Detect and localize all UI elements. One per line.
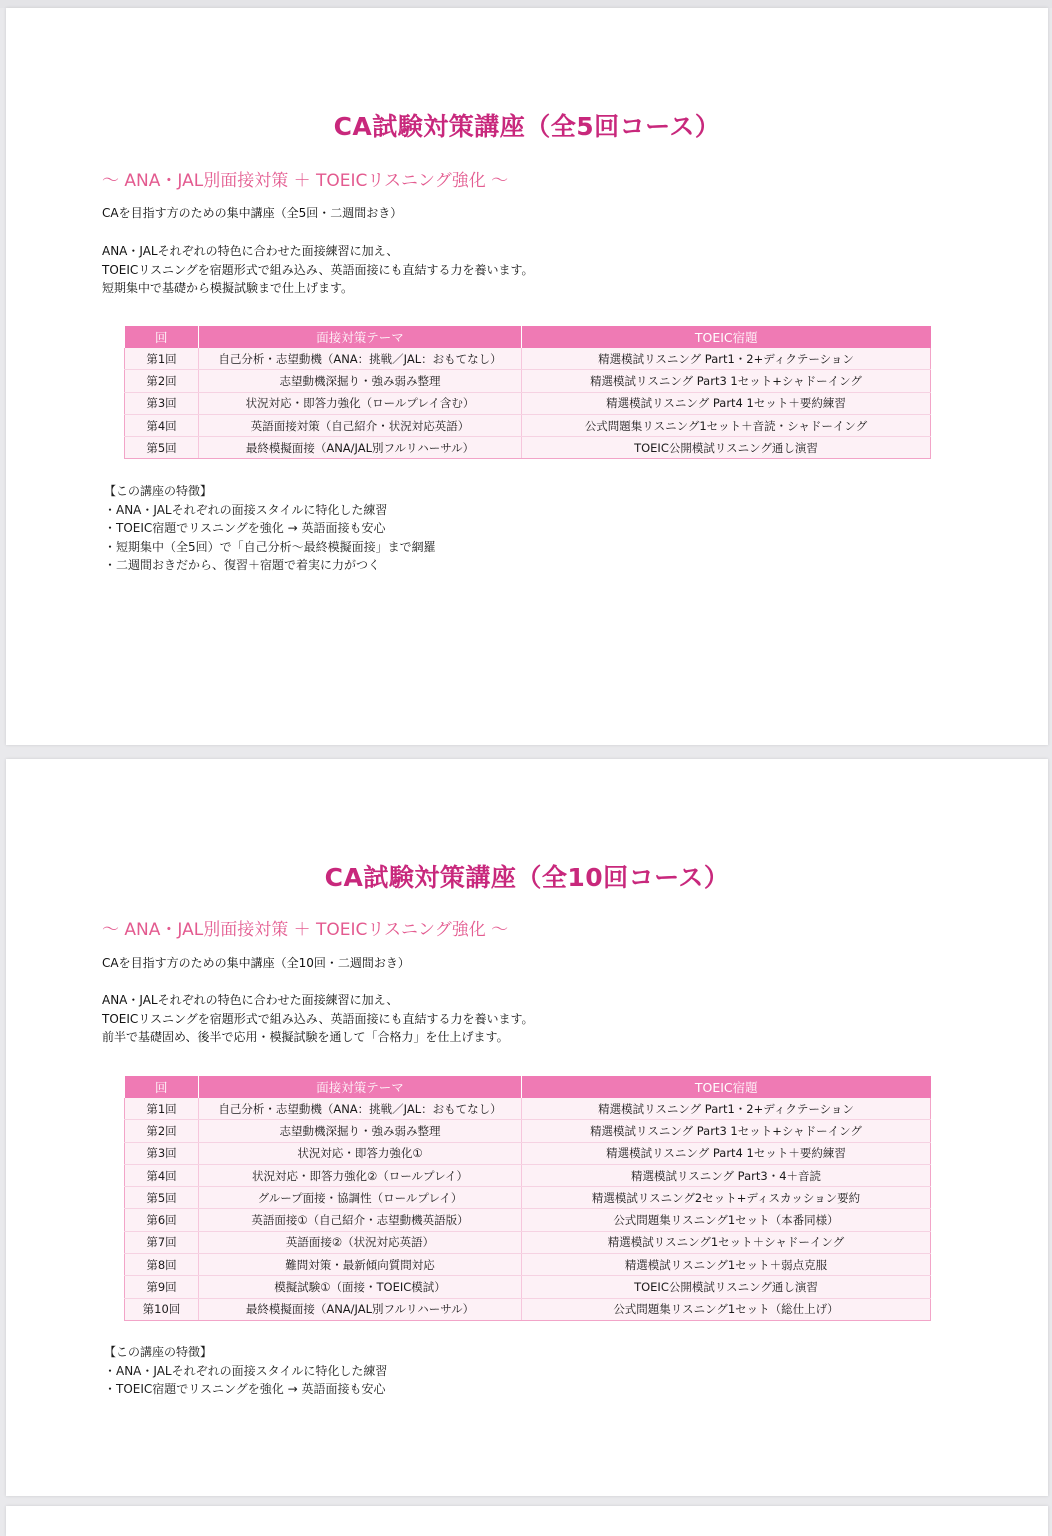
course-description xyxy=(102,991,534,1047)
round-cell: 第5回 xyxy=(125,437,199,459)
header-interview-theme: 面接対策テーマ xyxy=(199,1076,522,1098)
course-features xyxy=(104,482,436,575)
feature-item: ・TOEIC宿題でリスニングを強化 → 英語面接も安心 xyxy=(104,1382,386,1396)
page-subtitle: ～ ANA・JAL別面接対策 ＋ TOEICリスニング強化 ～ xyxy=(102,920,509,940)
intro-line: CAを目指す方のための集中講座（全10回・二週間おき） xyxy=(102,956,410,970)
theme-cell: 状況対応・即答力強化（ロールプレイ含む） xyxy=(199,392,522,414)
round-cell: 第2回 xyxy=(125,1120,199,1142)
header-toeic-homework: TOEIC宿題 xyxy=(522,326,931,348)
homework-cell: TOEIC公開模試リスニング通し演習 xyxy=(522,437,931,459)
description-line: ANA・JALそれぞれの特色に合わせた面接練習に加え、 xyxy=(102,244,399,258)
homework-cell: 精選模試リスニング1セット＋弱点克服 xyxy=(522,1254,931,1276)
header-round: 回 xyxy=(125,1076,199,1098)
page-title: CA試験対策講座（全10回コース） xyxy=(324,863,730,892)
table-header-row xyxy=(125,326,931,348)
feature-item: ・ANA・JALそれぞれの面接スタイルに特化した練習 xyxy=(104,502,388,517)
features-list xyxy=(104,1362,387,1399)
table-row xyxy=(125,370,931,392)
round-cell: 第10回 xyxy=(125,1298,199,1320)
intro-line: CAを目指す方のための集中講座（全5回・二週間おき） xyxy=(102,206,403,220)
page-subtitle: ～ ANA・JAL別面接対策 ＋ TOEICリスニング強化 ～ xyxy=(102,171,509,191)
theme-cell: 状況対応・即答力強化②（ロールプレイ） xyxy=(199,1164,522,1186)
round-cell: 第8回 xyxy=(125,1254,199,1276)
theme-cell: 英語面接対策（自己紹介・状況対応英語） xyxy=(199,414,522,436)
page-title: CA試験対策講座（全5回コース） xyxy=(333,112,721,141)
document-page-1 xyxy=(6,8,1048,745)
schedule-table xyxy=(124,326,931,459)
table-row xyxy=(125,1187,931,1209)
theme-cell: 最終模擬面接（ANA/JAL別フルリハーサル） xyxy=(199,1298,522,1320)
round-cell: 第2回 xyxy=(125,370,199,392)
table-row xyxy=(125,1142,931,1164)
homework-cell: 精選模試リスニング Part1・2+ディクテーション xyxy=(522,1098,931,1120)
header-toeic-homework: TOEIC宿題 xyxy=(522,1076,931,1098)
theme-cell: 志望動機深掘り・強み弱み整理 xyxy=(199,370,522,392)
table-row xyxy=(125,392,931,414)
round-cell: 第9回 xyxy=(125,1276,199,1298)
table-row xyxy=(125,1209,931,1231)
homework-cell: 精選模試リスニング Part4 1セット＋要約練習 xyxy=(522,1142,931,1164)
homework-cell: 精選模試リスニング Part3・4＋音読 xyxy=(522,1164,931,1186)
table-header-row xyxy=(125,1076,931,1098)
homework-cell: 精選模試リスニング Part1・2+ディクテーション xyxy=(522,348,931,370)
homework-cell: 公式問題集リスニング1セット（本番同様） xyxy=(522,1209,931,1231)
homework-cell: 精選模試リスニング Part3 1セット+シャドーイング xyxy=(522,1120,931,1142)
features-list xyxy=(104,501,436,575)
description-line: 前半で基礎固め、後半で応用・模擬試験を通して「合格力」を仕上げます。 xyxy=(102,1030,509,1044)
round-cell: 第3回 xyxy=(125,1142,199,1164)
header-round: 回 xyxy=(125,326,199,348)
document-page-2 xyxy=(6,759,1048,1496)
table-row xyxy=(125,1254,931,1276)
homework-cell: 精選模試リスニング1セット＋シャドーイング xyxy=(522,1231,931,1253)
viewer-top-strip xyxy=(0,0,1052,8)
features-heading: 【この講座の特徴】 xyxy=(104,484,213,498)
theme-cell: 英語面接②（状況対応英語） xyxy=(199,1231,522,1253)
table-row xyxy=(125,1276,931,1298)
table-row xyxy=(125,1120,931,1142)
theme-cell: 自己分析・志望動機（ANA：挑戦／JAL：おもてなし） xyxy=(199,348,522,370)
theme-cell: 模擬試験①（面接・TOEIC模試） xyxy=(199,1276,522,1298)
round-cell: 第5回 xyxy=(125,1187,199,1209)
round-cell: 第4回 xyxy=(125,414,199,436)
theme-cell: 難問対策・最新傾向質問対応 xyxy=(199,1254,522,1276)
table-row xyxy=(125,1231,931,1253)
table-row xyxy=(125,348,931,370)
course-features xyxy=(104,1343,387,1399)
table-row xyxy=(125,1298,931,1320)
theme-cell: 自己分析・志望動機（ANA：挑戦／JAL：おもてなし） xyxy=(199,1098,522,1120)
table-row xyxy=(125,414,931,436)
round-cell: 第3回 xyxy=(125,392,199,414)
round-cell: 第4回 xyxy=(125,1164,199,1186)
homework-cell: 公式問題集リスニング1セット（総仕上げ） xyxy=(522,1298,931,1320)
theme-cell: 最終模擬面接（ANA/JAL別フルリハーサル） xyxy=(199,437,522,459)
schedule-table xyxy=(124,1076,931,1321)
round-cell: 第1回 xyxy=(125,348,199,370)
theme-cell: 志望動機深掘り・強み弱み整理 xyxy=(199,1120,522,1142)
feature-item: ・ANA・JALそれぞれの面接スタイルに特化した練習 xyxy=(104,1363,388,1378)
table-row xyxy=(125,1098,931,1120)
theme-cell: グループ面接・協調性（ロールプレイ） xyxy=(199,1187,522,1209)
document-page-3 xyxy=(6,1506,1048,1536)
homework-cell: 精選模試リスニング Part4 1セット＋要約練習 xyxy=(522,392,931,414)
homework-cell: 公式問題集リスニング1セット＋音読・シャドーイング xyxy=(522,414,931,436)
theme-cell: 状況対応・即答力強化① xyxy=(199,1142,522,1164)
feature-item: ・TOEIC宿題でリスニングを強化 → 英語面接も安心 xyxy=(104,521,386,535)
round-cell: 第7回 xyxy=(125,1231,199,1253)
round-cell: 第6回 xyxy=(125,1209,199,1231)
features-heading: 【この講座の特徴】 xyxy=(104,1345,213,1359)
round-cell: 第1回 xyxy=(125,1098,199,1120)
homework-cell: 精選模試リスニング Part3 1セット+シャドーイング xyxy=(522,370,931,392)
feature-item: ・二週間おきだから、復習＋宿題で着実に力がつく xyxy=(104,558,381,572)
homework-cell: TOEIC公開模試リスニング通し演習 xyxy=(522,1276,931,1298)
feature-item: ・短期集中（全5回）で「自己分析～最終模擬面接」まで網羅 xyxy=(104,539,436,554)
table-row xyxy=(125,437,931,459)
description-line: ANA・JALそれぞれの特色に合わせた面接練習に加え、 xyxy=(102,993,399,1007)
course-description xyxy=(102,242,534,298)
description-line: TOEICリスニングを宿題形式で組み込み、英語面接にも直結する力を養います。 xyxy=(102,262,534,277)
header-interview-theme: 面接対策テーマ xyxy=(199,326,522,348)
description-line: 短期集中で基礎から模擬試験まで仕上げます。 xyxy=(102,281,354,295)
theme-cell: 英語面接①（自己紹介・志望動機英語版） xyxy=(199,1209,522,1231)
homework-cell: 精選模試リスニング2セット+ディスカッション要約 xyxy=(522,1187,931,1209)
description-line: TOEICリスニングを宿題形式で組み込み、英語面接にも直結する力を養います。 xyxy=(102,1011,534,1026)
table-row xyxy=(125,1164,931,1186)
